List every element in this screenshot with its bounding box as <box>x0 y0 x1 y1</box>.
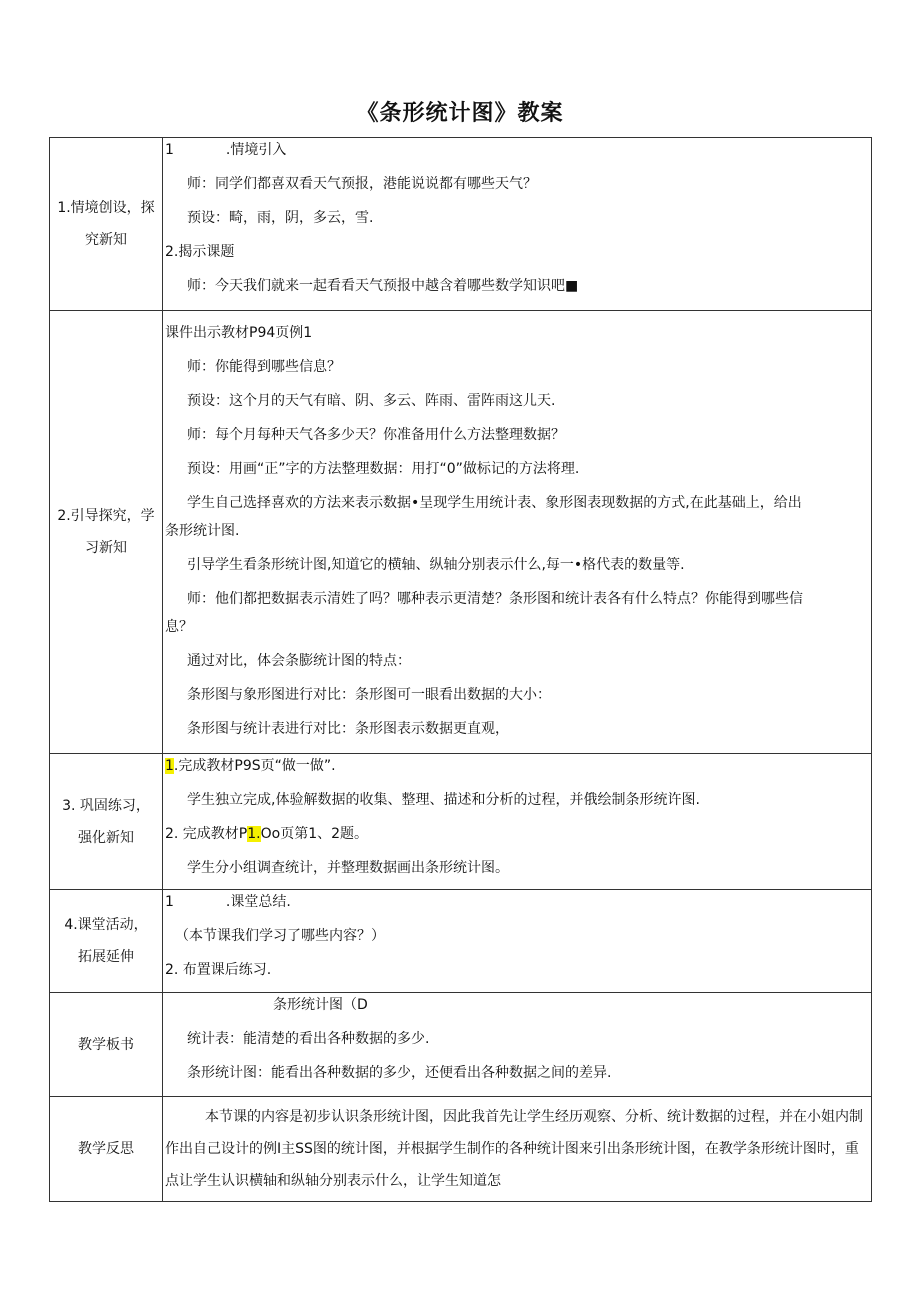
content-line: 预设：畸，雨，阴，多云，雪. <box>187 210 374 226</box>
table-row <box>50 890 872 993</box>
section-label <box>50 138 163 311</box>
content-line: 师：他们都把数据表示清姓了吗？哪种表示更清楚？条形图和统计表各有什么特点？你能得到哪些信 <box>187 591 803 607</box>
section-content <box>163 138 872 311</box>
content-line: 2. 布置课后练习. <box>165 962 272 978</box>
content-line: 学生自己选择喜欢的方法来表示数据•呈现学生用统计表、象形图表现数据的方式,在此基础上，给出 <box>187 495 802 511</box>
section-label <box>50 311 163 754</box>
content-line: 条形图与统计表进行对比：条形图表示数据更直观， <box>187 721 509 737</box>
item-number: 1 <box>165 142 174 158</box>
reflection-paragraph: 本节课的内容是初步认识条形统计图，因此我首先让学生经历观察、分析、统计数据的过程，并在小姐内制作出自己设计的例I主SS图的统计图，并根据学生制作的各种统计图来引出条形统计图，在教学条形统计图时，重点让学生认识横轴和纵轴分别表示什么，让学生知道怎 <box>165 1109 863 1189</box>
table-row <box>50 993 872 1097</box>
item-heading: .情境引入 <box>225 142 287 158</box>
content-line: 学生分小组调查统计，并整理数据画出条形统计图。 <box>187 860 509 876</box>
content-line: 课件出示教材P94页例1 <box>165 325 313 341</box>
content-line <box>163 890 871 918</box>
highlighted-text: 1. <box>247 826 261 842</box>
content-line: 条形统计图. <box>165 523 240 539</box>
section-label-line: 拓展延伸 <box>78 949 134 965</box>
section-label-line: 教学反思 <box>78 1141 134 1157</box>
section-label-line: 3. 巩固练习， <box>62 797 150 814</box>
highlighted-text: 1 <box>165 758 174 774</box>
content-line: （本节课我们学习了哪些内容？） <box>175 928 385 944</box>
section-content <box>163 890 872 993</box>
section-label-line: 究新知 <box>85 232 127 248</box>
section-content <box>163 993 872 1097</box>
content-line: 预设：这个月的天气有暗、阴、多云、阵雨、雷阵雨这儿天. <box>187 393 556 409</box>
section-label <box>50 993 163 1097</box>
section-content <box>163 754 872 890</box>
section-label <box>50 754 163 890</box>
content-line: 师：今天我们就来一起看看天气预报中越含着哪些数学知识吧■ <box>187 278 579 294</box>
content-line: 引导学生看条形统计图,知道它的横轴、纵轴分别表示什么,每一•格代表的数量等. <box>187 557 685 573</box>
content-line: 预设：用画“正”字的方法整理数据：用打“0”做标记的方法将理. <box>187 461 580 477</box>
content-line: 2.揭示课题 <box>165 244 235 260</box>
content-line: 统计表：能清楚的看出各种数据的多少. <box>187 1031 430 1047</box>
section-content <box>163 311 872 754</box>
content-line <box>163 816 871 850</box>
content-line: 师：你能得到哪些信息？ <box>187 359 341 375</box>
section-label-line: 1.情境创设，探 <box>57 200 155 216</box>
content-line: 师：每个月每种天气各多少天？你准备用什么方法整理数据？ <box>187 427 565 443</box>
section-label-line: 习新知 <box>85 540 127 556</box>
page-title: 《条形统计图》教案 <box>356 101 564 126</box>
content-line: 师：同学们都喜双看天气预报，港能说说都有哪些天气？ <box>187 176 537 192</box>
content-line: 条形图与象形图进行对比：条形图可一眼看出数据的大小： <box>187 687 551 703</box>
section-label <box>50 890 163 993</box>
content-line: 通过对比，体会条膨统计图的特点： <box>187 653 411 669</box>
section-content <box>163 1097 872 1202</box>
content-text: 2. 完成教材P <box>165 826 248 842</box>
content-line: 条形统计图：能看出各种数据的多少，还便看出各种数据之间的差异. <box>187 1065 612 1081</box>
content-line: 息？ <box>165 619 193 635</box>
table-row <box>50 1097 872 1202</box>
section-label-line: 强化新知 <box>78 829 134 846</box>
content-line <box>163 754 871 782</box>
table-row <box>50 311 872 754</box>
section-label-line: 4.课堂活动， <box>64 917 148 933</box>
table-row <box>50 754 872 890</box>
content-text: Oo页第1、2题。 <box>260 826 369 842</box>
content-line <box>163 138 871 166</box>
content-text: .完成教材P9S页“做一做”. <box>173 758 336 774</box>
content-line: 学生独立完成,体验解数据的收集、整理、描述和分析的过程，并俄绘制条形统许图. <box>187 792 700 808</box>
board-heading: 条形统计图（D <box>273 997 368 1013</box>
section-label-line: 教学板书 <box>78 1036 134 1053</box>
item-heading: .课堂总结. <box>225 894 291 910</box>
item-number: 1 <box>165 894 174 910</box>
section-label <box>50 1097 163 1202</box>
section-label-line: 2.引导探究，学 <box>57 508 155 524</box>
table-row <box>50 138 872 311</box>
lesson-plan-table <box>49 137 872 1202</box>
